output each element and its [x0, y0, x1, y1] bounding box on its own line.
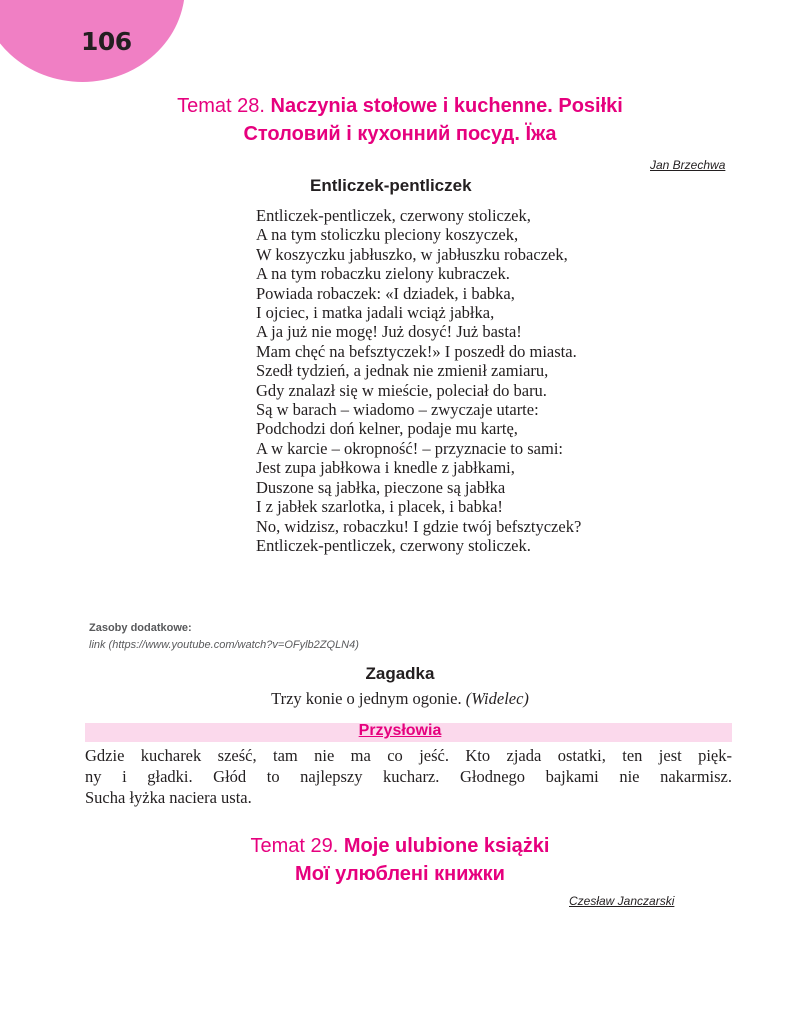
poem-line: Entliczek-pentliczek, czerwony stoliczek,: [256, 206, 531, 225]
poem-line: Są w barach – wiadomo – zwyczaje utarte:: [256, 400, 539, 420]
poem-line: Powiada robaczek: «I dziadek, i babka,: [256, 283, 515, 303]
riddle-title: Zagadka: [365, 664, 435, 683]
poem-line: Podchodzi doń kelner, podaje mu kartę,: [256, 419, 518, 439]
author-brzechwa[interactable]: Jan Brzechwa: [650, 158, 726, 172]
riddle-answer: (Widelec): [465, 689, 529, 708]
poem-line: No, widzisz, robaczku! I gdzie twój befsztyczek?: [256, 516, 582, 536]
topic-28-title-uk: Столовий і кухонний посуд. Їжа: [243, 123, 557, 145]
topic-29-title-uk: Мої улюблені книжки: [295, 863, 505, 885]
riddle-text: [0, 689, 800, 709]
proverbs-line: ny i gładki. Głód to najlepszy kucharz. Głodnego bajkami nie nakarmisz.: [85, 767, 732, 786]
proverbs-text: [85, 745, 732, 808]
poem-line: A na tym robaczku zielony kubraczek.: [256, 264, 510, 284]
poem-line: Gdy znalazł się w mieście, poleciał do baru.: [256, 380, 547, 400]
poem-line: Duszone są jabłka, pieczone są jabłka: [256, 477, 506, 497]
proverbs-line: Gdzie kucharek sześć, tam nie ma co jeść. Kto zjada ostatki, ten jest pięk-: [85, 746, 732, 765]
riddle-question: Trzy konie o jednym ogonie.: [271, 689, 462, 708]
extra-resources-link[interactable]: link (https://www.youtube.com/watch?v=OFylb2ZQLN4): [89, 639, 359, 651]
topic-29-title: [0, 833, 800, 859]
topic-29-title-pl: Moje ulubione książki: [343, 835, 550, 857]
poem-line: Szedł tydzień, a jednak nie zmienił zamiaru,: [256, 361, 549, 381]
topic-28-prefix: Temat 28.: [177, 95, 265, 117]
poem-line: A na tym stoliczku pleciony koszyczek,: [256, 225, 519, 245]
poem-body: [256, 206, 581, 555]
poem-line: Entliczek-pentliczek, czerwony stoliczek.: [256, 535, 531, 555]
topic-28-title: [0, 93, 800, 119]
poem-line: W koszyczku jabłuszko, w jabłuszku robaczek,: [256, 244, 568, 264]
poem-line: A w karcie – okropność! – przyznacie to sami:: [256, 438, 563, 458]
topic-28-subtitle: [0, 121, 800, 147]
poem-line: Jest zupa jabłkowa i knedle z jabłkami,: [256, 458, 515, 478]
proverbs-line: Sucha łyżka naciera usta.: [85, 788, 252, 807]
poem-line: A ja już nie mogę! Już dosyć! Już basta!: [256, 322, 522, 342]
poem-line: Mam chęć na befsztyczek!» I poszedł do miasta.: [256, 341, 577, 361]
topic-29-subtitle: [0, 861, 800, 887]
topic-28-title-pl: Naczynia stołowe i kuchenne. Posiłki: [270, 95, 623, 117]
proverbs-title: Przysłowia: [358, 722, 442, 739]
page-number: 106: [81, 27, 132, 56]
poem-line: I ojciec, i matka jadali wciąż jabłka,: [256, 303, 495, 323]
extra-resources-label: Zasoby dodatkowe:: [89, 622, 192, 634]
topic-29-prefix: Temat 29.: [250, 835, 339, 857]
poem-title: Entliczek-pentliczek: [310, 176, 472, 195]
author-janczarski[interactable]: Czesław Janczarski: [569, 894, 675, 908]
poem-line: I z jabłek szarlotka, i placek, i babka!: [256, 497, 503, 517]
